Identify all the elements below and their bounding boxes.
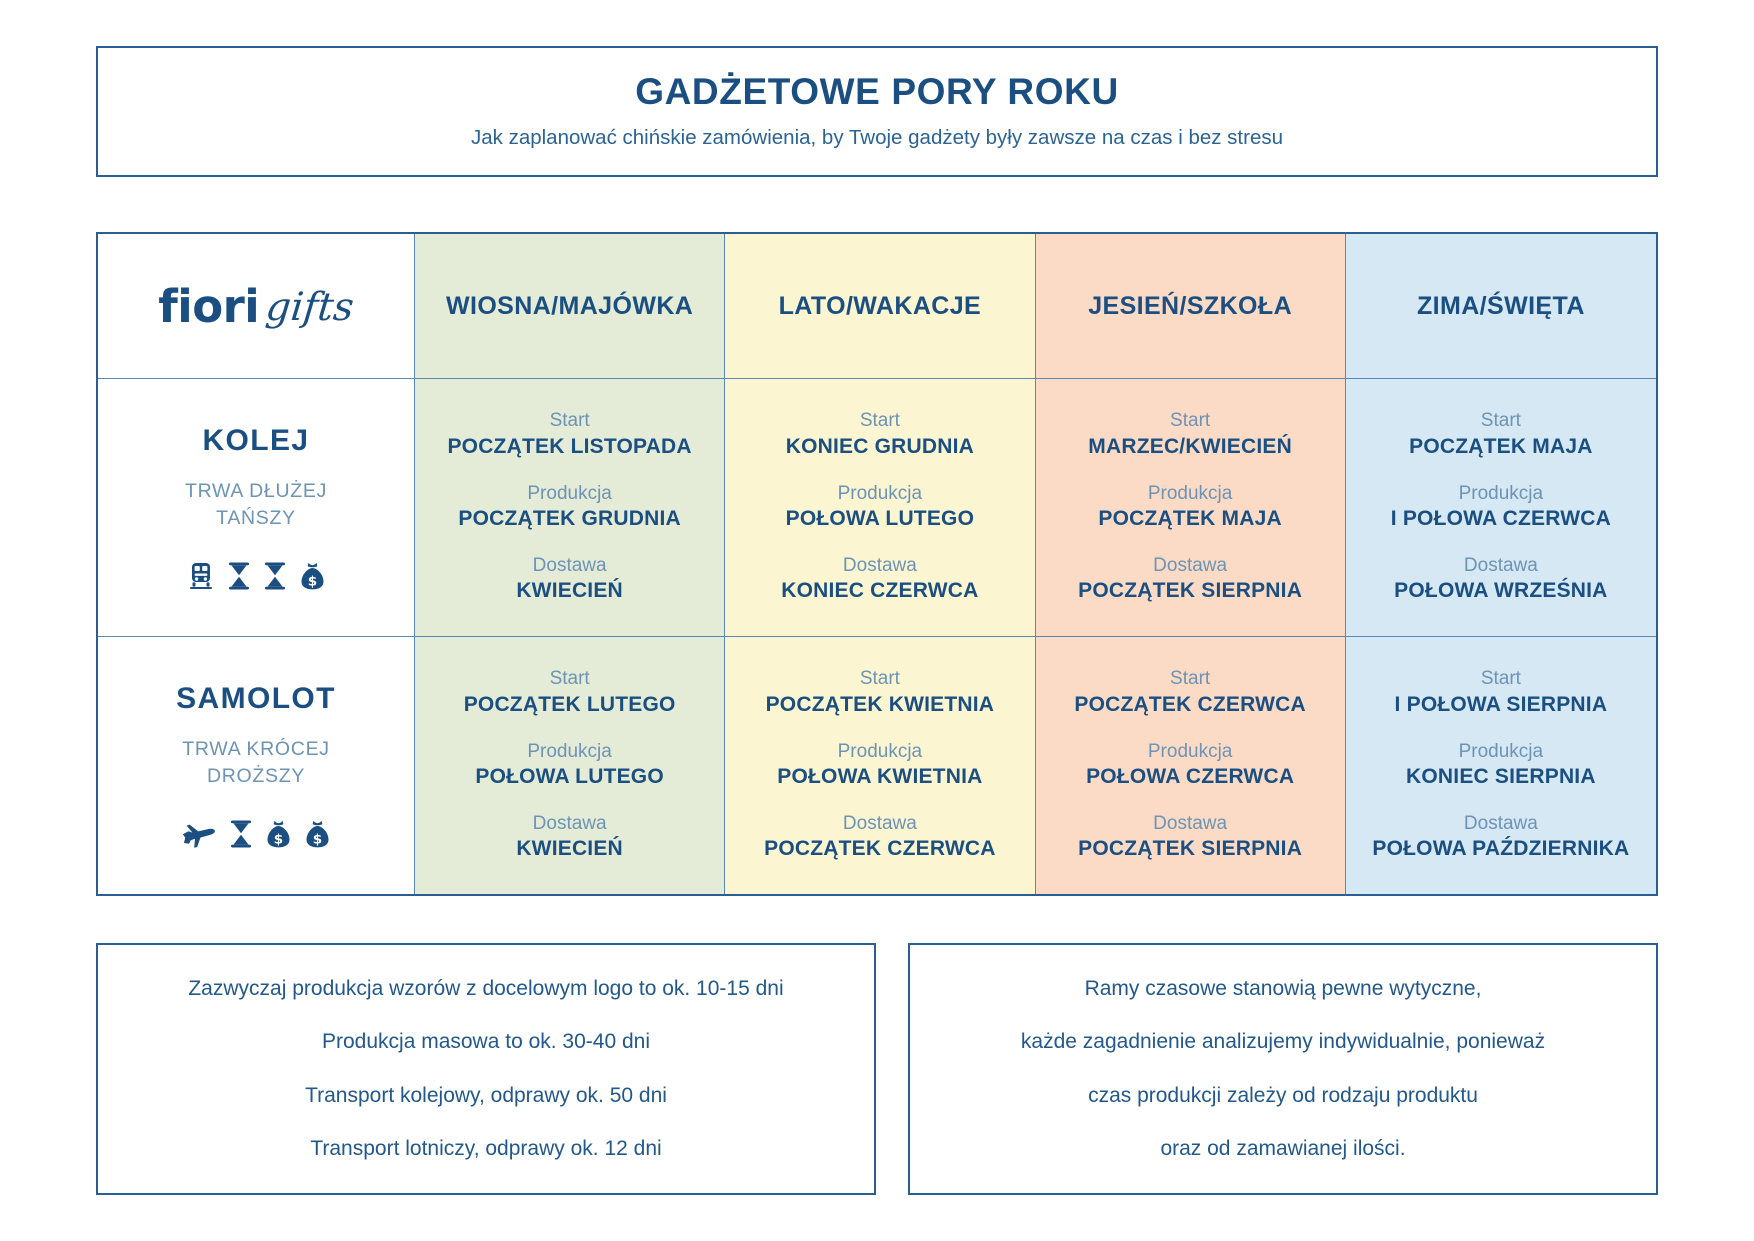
note-line: Ramy czasowe stanowią pewne wytyczne, — [1084, 977, 1482, 1000]
stage-label: Produkcja — [837, 482, 923, 504]
stage-list — [1346, 410, 1656, 604]
stage-label: Dostawa — [1153, 812, 1228, 834]
stage-value: POŁOWA LUTEGO — [785, 507, 975, 531]
fiori-gifts-logo — [158, 279, 357, 333]
column-header-label: JESIEŃ/SZKOŁA — [1088, 291, 1293, 320]
stage-value: KWIECIEŃ — [516, 837, 623, 861]
stage-label: Produkcja — [1458, 482, 1544, 504]
note-line: Zazwyczaj produkcja wzorów z docelowym logo to ok. 10-15 dni — [188, 977, 784, 1000]
transport-mode-icons — [182, 814, 330, 848]
attribute-line: TRWA DŁUŻEJ — [184, 480, 328, 503]
money-bag-icon — [300, 562, 325, 590]
attribute-line: TAŃSZY — [216, 507, 296, 530]
stage-list — [1036, 668, 1345, 862]
stage-start — [464, 668, 676, 717]
column-header-winter — [1346, 234, 1656, 379]
stage-list — [415, 668, 724, 862]
stage-value: KWIECIEŃ — [516, 579, 623, 603]
note-line: każde zagadnienie analizujemy indywidualnie, ponieważ — [1020, 1030, 1546, 1054]
stage-label: Produkcja — [527, 740, 612, 762]
stage-value: POŁOWA LUTEGO — [475, 765, 664, 789]
logo-wordmark: fiori — [158, 279, 260, 333]
stage-label: Produkcja — [837, 740, 923, 762]
stage-label: Dostawa — [1153, 554, 1228, 576]
stage-value: POCZĄTEK LUTEGO — [463, 692, 676, 716]
stage-list — [725, 410, 1034, 604]
stage-value: MARZEC/KWIECIEŃ — [1088, 434, 1292, 458]
stage-value: POCZĄTEK SIERPNIA — [1078, 837, 1303, 861]
note-box-disclaimer — [908, 943, 1658, 1195]
airplane-icon — [182, 820, 216, 848]
stage-value: POŁOWA KWIETNIA — [777, 765, 983, 789]
stage-production — [1391, 483, 1611, 532]
stage-value: POŁOWA PAŹDZIERNIKA — [1372, 837, 1630, 861]
column-header-label: ZIMA/ŚWIĘTA — [1416, 291, 1585, 320]
stage-delivery — [1394, 555, 1607, 604]
stage-start — [1088, 410, 1292, 459]
stage-value: POCZĄTEK KWIETNIA — [765, 692, 995, 716]
note-line: Transport lotniczy, odprawy ok. 12 dni — [310, 1136, 662, 1160]
stage-label: Dostawa — [842, 554, 917, 576]
cell-samolot-autumn — [1036, 637, 1346, 895]
column-header-label: LATO/WAKACJE — [778, 291, 982, 320]
svg-text:$: $ — [312, 831, 323, 848]
row-header-kolej — [98, 379, 415, 637]
stage-start — [786, 410, 974, 459]
stage-value: KONIEC CZERWCA — [781, 579, 979, 603]
cell-kolej-autumn — [1036, 379, 1346, 637]
stage-label: Dostawa — [532, 812, 607, 834]
stage-start — [1074, 668, 1305, 717]
stage-value: I POŁOWA SIERPNIA — [1394, 692, 1608, 716]
stage-list — [1036, 410, 1345, 604]
page-subtitle: Jak zaplanować chińskie zamówienia, by Twoje gadżety były zawsze na czas i bez stresu — [470, 126, 1284, 150]
hourglass-icon — [228, 562, 250, 590]
stage-label: Dostawa — [1463, 812, 1538, 834]
stage-delivery — [1372, 813, 1629, 862]
stage-start — [447, 410, 691, 459]
stage-value: POŁOWA CZERWCA — [1086, 765, 1295, 789]
stage-list — [1346, 668, 1656, 862]
note-line: czas produkcji zależy od rodzaju produktu — [1088, 1083, 1478, 1107]
stage-list — [415, 410, 724, 604]
stage-label: Start — [1170, 410, 1211, 432]
stage-value: KONIEC SIERPNIA — [1406, 765, 1596, 789]
stage-production — [1098, 483, 1281, 532]
stage-label: Dostawa — [842, 812, 917, 834]
transport-mode-title: SAMOLOT — [176, 682, 336, 716]
stage-label: Dostawa — [1463, 554, 1538, 576]
cell-samolot-summer — [725, 637, 1035, 895]
stage-label: Start — [859, 668, 900, 690]
attribute-line: TRWA KRÓCEJ — [182, 738, 330, 761]
transport-mode-attributes — [182, 736, 329, 790]
note-line: Produkcja masowa to ok. 30-40 dni — [321, 1030, 650, 1054]
stage-label: Start — [549, 410, 590, 432]
stage-label: Produkcja — [1147, 740, 1233, 762]
stage-label: Start — [1170, 668, 1211, 690]
stage-label: Produkcja — [1458, 740, 1544, 762]
attribute-line: DROŻSZY — [206, 765, 306, 788]
stage-value: POCZĄTEK CZERWCA — [1074, 692, 1306, 716]
svg-text:$: $ — [307, 573, 317, 590]
stage-label: Start — [1480, 410, 1521, 432]
stage-start — [1409, 410, 1592, 459]
money-bag-icon — [266, 820, 291, 848]
stage-label: Produkcja — [527, 482, 612, 504]
stage-start — [1395, 668, 1608, 717]
transport-mode-icons — [188, 556, 325, 590]
money-bag-icon — [305, 820, 330, 848]
stage-label: Produkcja — [1147, 482, 1233, 504]
note-box-timings — [96, 943, 876, 1195]
stage-delivery — [516, 555, 623, 604]
stage-delivery — [1078, 813, 1302, 862]
cell-kolej-winter — [1346, 379, 1656, 637]
column-header-autumn — [1036, 234, 1346, 379]
cell-samolot-spring — [415, 637, 725, 895]
stage-production — [1406, 741, 1596, 790]
stage-value: POCZĄTEK LISTOPADA — [447, 434, 692, 458]
stage-label: Start — [549, 668, 590, 690]
stage-production — [458, 483, 681, 532]
stage-value: POŁOWA WRZEŚNIA — [1394, 579, 1608, 603]
stage-delivery — [1078, 555, 1302, 604]
cell-samolot-winter — [1346, 637, 1656, 895]
stage-label: Start — [859, 410, 900, 432]
stage-delivery — [764, 813, 995, 862]
transport-mode-title: KOLEJ — [202, 424, 310, 458]
stage-value: POCZĄTEK GRUDNIA — [458, 507, 681, 531]
stage-value: POCZĄTEK MAJA — [1098, 507, 1282, 531]
hourglass-icon — [230, 820, 252, 848]
column-header-summer — [725, 234, 1035, 379]
stage-start — [766, 668, 995, 717]
stage-value: POCZĄTEK CZERWCA — [764, 837, 996, 861]
svg-text:$: $ — [273, 831, 284, 848]
transport-mode-attributes — [185, 478, 327, 532]
row-header-samolot — [98, 637, 415, 895]
stage-delivery — [781, 555, 978, 604]
stage-value: POCZĄTEK SIERPNIA — [1078, 579, 1303, 603]
cell-kolej-spring — [415, 379, 725, 637]
note-line: Transport kolejowy, odprawy ok. 50 dni — [305, 1083, 667, 1107]
title-box — [96, 46, 1658, 177]
note-line: oraz od zamawianej ilości. — [1160, 1136, 1406, 1160]
stage-value: I POŁOWA CZERWCA — [1390, 507, 1611, 531]
stage-production — [475, 741, 663, 790]
stage-value: POCZĄTEK MAJA — [1409, 434, 1593, 458]
page-title: GADŻETOWE PORY ROKU — [635, 71, 1119, 113]
logo-script: gifts — [263, 284, 357, 330]
stage-production — [1086, 741, 1294, 790]
stage-production — [786, 483, 974, 532]
stage-list — [725, 668, 1034, 862]
stage-delivery — [516, 813, 623, 862]
stage-label: Dostawa — [532, 554, 607, 576]
season-planning-table — [96, 232, 1658, 896]
stage-label: Start — [1480, 668, 1521, 690]
stage-value: KONIEC GRUDNIA — [785, 434, 975, 458]
train-icon — [188, 562, 214, 590]
column-header-spring — [415, 234, 725, 379]
hourglass-icon — [264, 562, 286, 590]
cell-kolej-summer — [725, 379, 1035, 637]
stage-production — [777, 741, 982, 790]
column-header-label: WIOSNA/MAJÓWKA — [445, 291, 694, 320]
brand-logo-cell — [98, 234, 415, 379]
